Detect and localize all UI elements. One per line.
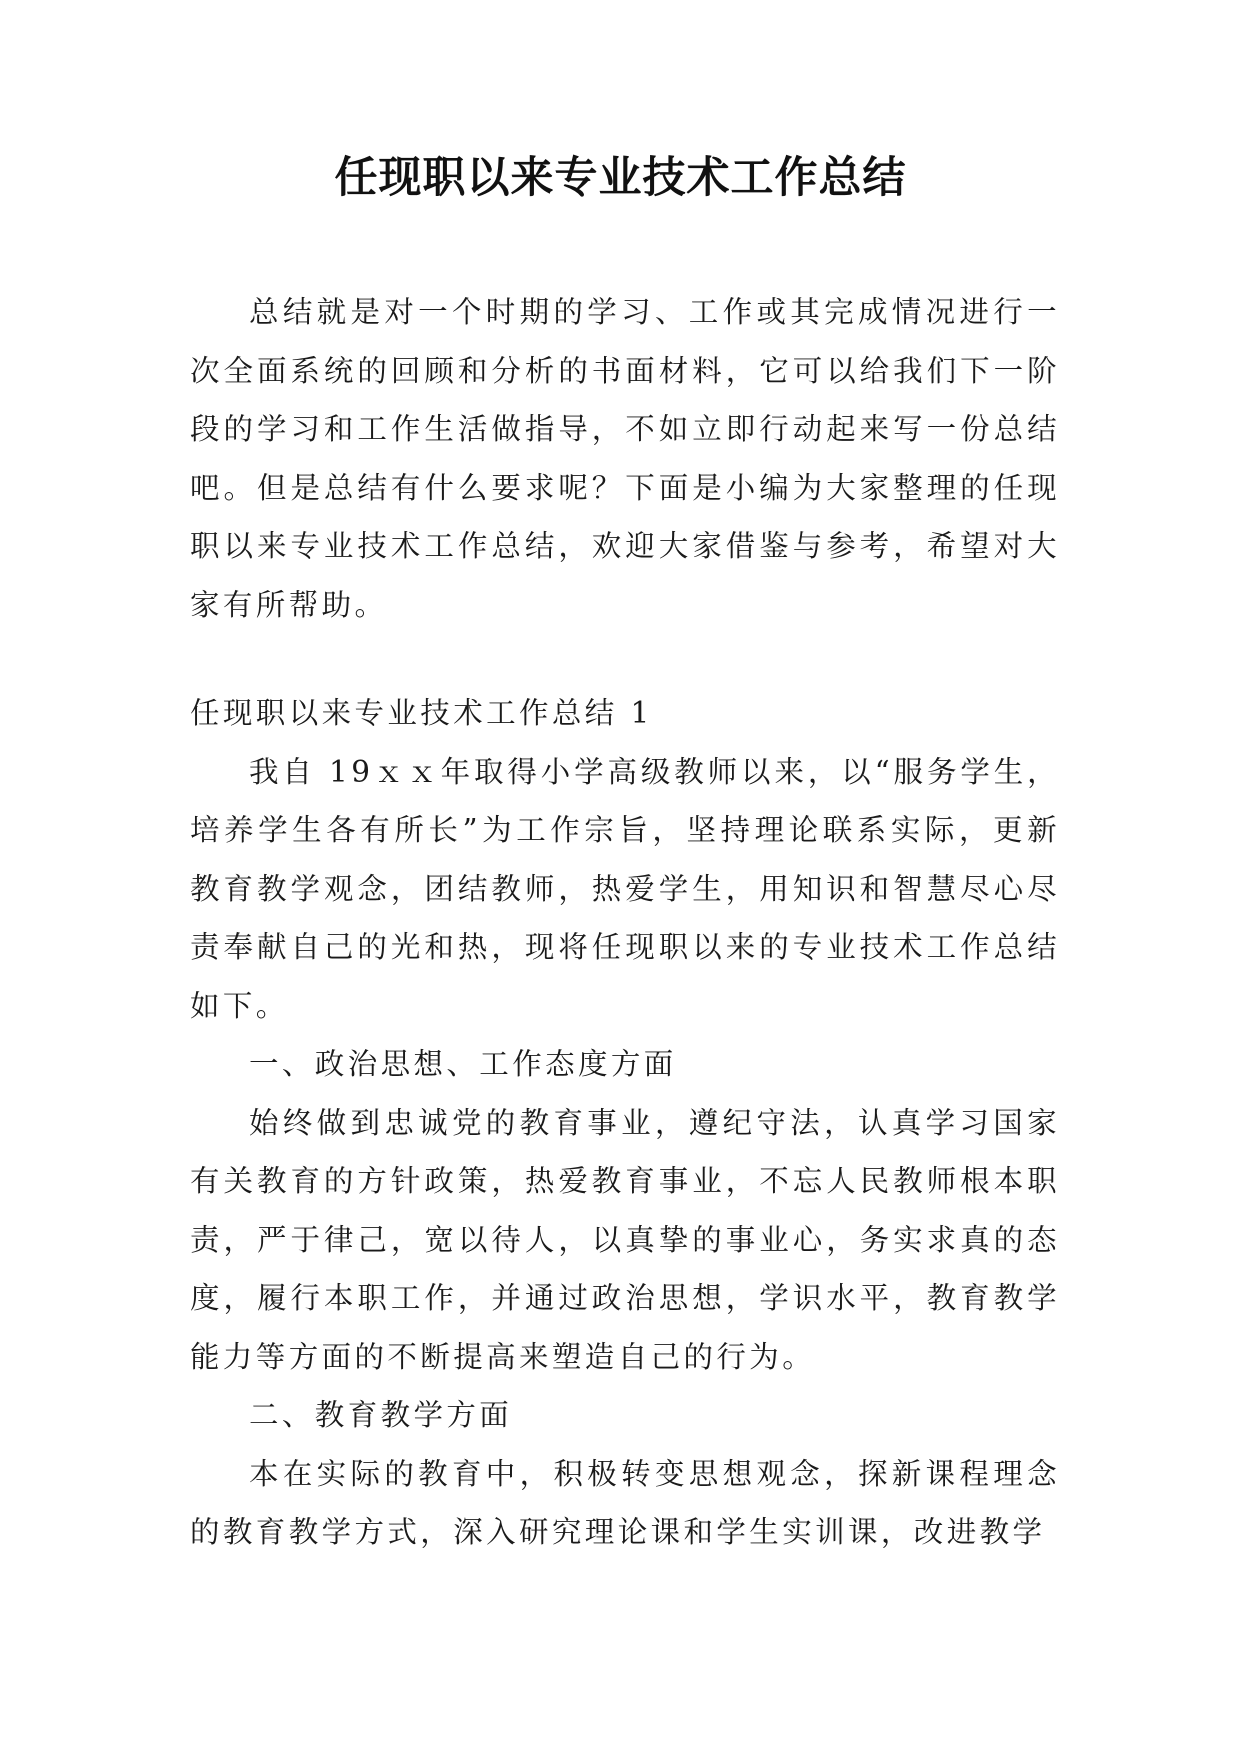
document-body (190, 283, 1060, 1562)
intro-paragraph: 总结就是对一个时期的学习、工作或其完成情况进行一次全面系统的回顾和分析的书面材料，它可以给我们下一阶段的学习和工作生活做指导，不如立即行动起来写一份总结吧。但是总结有什么要求呢？下面是小编为大家整理的任现职以来专业技术工作总结，欢迎大家借鉴与参考，希望对大家有所帮助。 (190, 295, 1060, 622)
document-title: 任现职以来专业技术工作总结 (334, 153, 907, 203)
section-heading: 任现职以来专业技术工作总结 1 (190, 696, 653, 730)
subheading-teaching: 二、教育教学方面 (249, 1398, 513, 1432)
spacer (190, 634, 1060, 684)
paragraph-3: 本在实际的教育中，积极转变思想观念，探新课程理念的教育教学方式，深入研究理论课和学生实训课，改进教学 (190, 1456, 1060, 1549)
paragraph-2: 始终做到忠诚党的教育事业，遵纪守法，认真学习国家有关教育的方针政策，热爱教育事业，不忘人民教师根本职责，严于律己，宽以待人，以真挚的事业心，务实求真的态度，履行本职工作，并通过政治思想，学识水平，教育教学能力等方面的不断提高来塑造自己的行为。 (190, 1105, 1060, 1374)
paragraph-1: 我自 19ｘｘ年取得小学高级教师以来，以“服务学生，培养学生各有所长”为工作宗旨，坚持理论联系实际，更新教育教学观念，团结教师，热爱学生，用知识和智慧尽心尽责奉献自己的光和热，现将任现职以来的专业技术工作总结如下。 (190, 754, 1060, 1023)
subheading-politics: 一、政治思想、工作态度方面 (249, 1047, 677, 1081)
